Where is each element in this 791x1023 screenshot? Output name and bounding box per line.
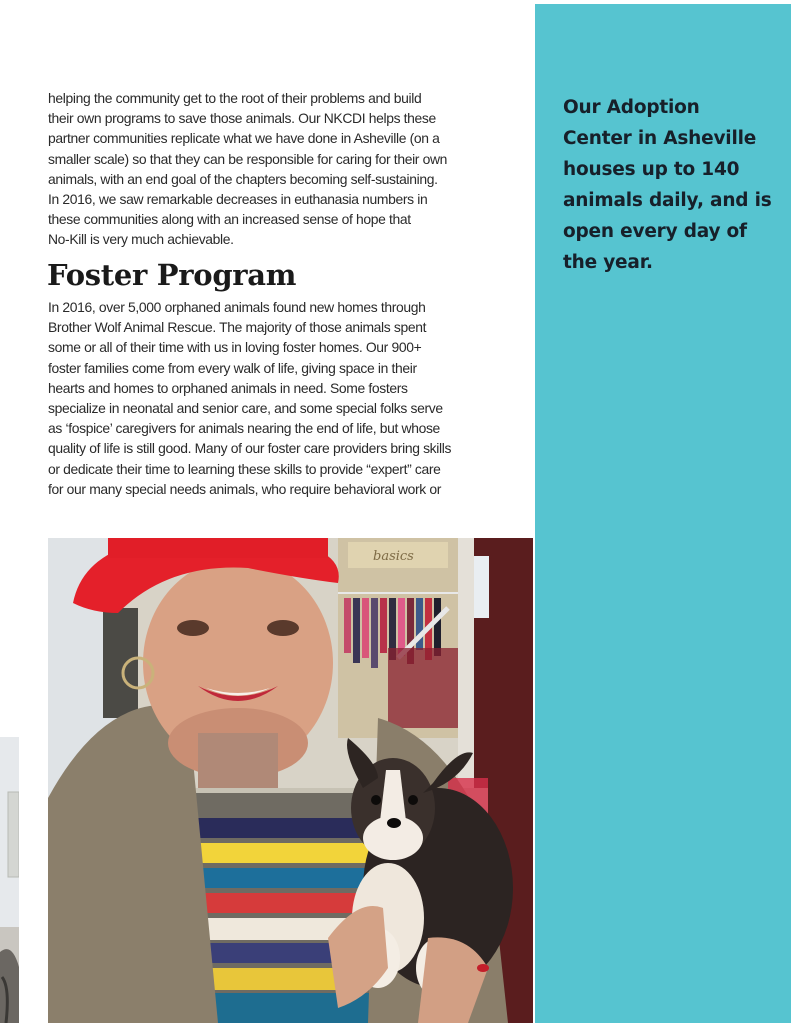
text-line: smaller scale) so that they can be responsible for caring for their own	[48, 150, 448, 167]
text-line: hearts and homes to orphaned animals in need. Some fosters	[48, 379, 408, 396]
text-line: In 2016, over 5,000 orphaned animals found new homes through	[48, 299, 426, 315]
foster-photo-image	[48, 538, 533, 1023]
text-line: for our many special needs animals, who require behavioral work or	[48, 480, 442, 497]
text-line: these communities along with an increased sense of hope that	[48, 211, 411, 228]
text-line: as ‘fospice’ caregivers for animals nearing the end of life, but whose	[48, 420, 440, 437]
text-line: Brother Wolf Animal Rescue. The majority of those animals spent	[48, 319, 427, 336]
text-line: In 2016, we saw remarkable decreases in euthanasia numbers in	[48, 191, 428, 208]
callout-line: open every day of	[563, 221, 747, 242]
text-line: their own programs to save those animals. Our NKCDI helps these	[48, 110, 436, 127]
section-heading: Foster Program	[47, 258, 297, 292]
text-line: partner communities replicate what we have done in Asheville (on a	[48, 130, 440, 147]
intro-paragraph	[48, 88, 518, 250]
callout-line: houses up to 140	[563, 159, 740, 180]
partial-photo	[0, 737, 19, 1023]
partial-photo-image	[0, 737, 19, 1023]
foster-photo	[48, 538, 533, 1023]
text-line: or dedicate their time to learning these skills to provide “expert” care	[48, 460, 441, 477]
callout-line: Our Adoption	[563, 97, 700, 118]
callout-line: animals daily, and is	[563, 190, 772, 211]
text-line: foster families come from every walk of life, giving space in their	[48, 359, 417, 376]
text-line: animals, with an end goal of the chapters becoming self-sustaining.	[48, 170, 438, 187]
text-line: specialize in neonatal and senior care, and some special folks serve	[48, 400, 443, 417]
callout-sidebar	[535, 4, 791, 1023]
callout-line: Center in Asheville	[563, 128, 757, 149]
text-line: No-Kill is very much achievable.	[48, 231, 234, 248]
callout-line: the year.	[563, 252, 653, 273]
callout-text	[563, 92, 783, 278]
text-line: some or all of their time with us in loving foster homes. Our 900+	[48, 339, 422, 356]
text-line: helping the community get to the root of their problems and build	[48, 90, 422, 106]
foster-paragraph	[48, 297, 518, 499]
text-line: quality of life is still good. Many of our foster care providers bring skills	[48, 440, 452, 457]
sign-text: basics	[373, 549, 414, 564]
